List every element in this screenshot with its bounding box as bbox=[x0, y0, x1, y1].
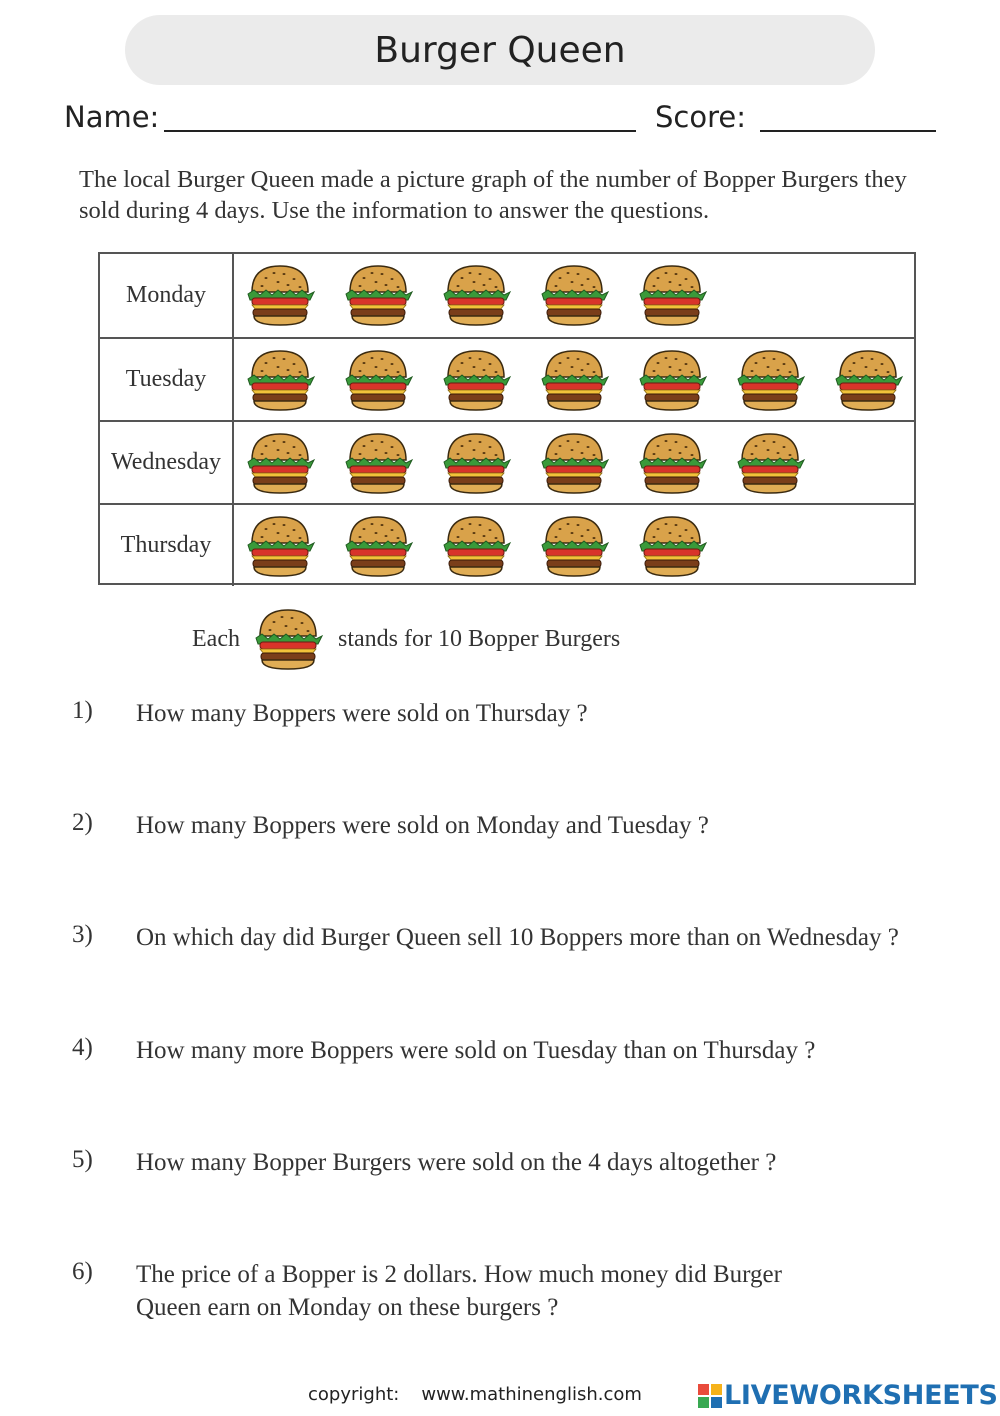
copyright-url[interactable]: www.mathinenglish.com bbox=[421, 1384, 642, 1405]
question-text-multiline bbox=[136, 1258, 782, 1324]
burger-icon bbox=[832, 347, 904, 413]
question-text: On which day did Burger Queen sell 10 Boppers more than on Wednesday ? bbox=[136, 924, 899, 951]
burger-icon bbox=[734, 430, 806, 496]
graph-row-monday bbox=[100, 254, 914, 337]
burger-icon bbox=[342, 430, 414, 496]
burger-icon bbox=[440, 262, 512, 328]
liveworksheets-logo[interactable] bbox=[698, 1380, 998, 1412]
intro-line-2: sold during 4 days. Use the information to answer the questions. bbox=[79, 197, 710, 224]
key-each-label: Each bbox=[192, 626, 240, 652]
score-field[interactable] bbox=[760, 130, 936, 132]
burger-icon bbox=[440, 430, 512, 496]
burger-cell bbox=[234, 422, 914, 503]
copyright-label: copyright: bbox=[308, 1384, 400, 1405]
burger-icon bbox=[440, 513, 512, 579]
name-field[interactable] bbox=[164, 130, 636, 132]
graph-row-wednesday bbox=[100, 420, 914, 503]
footer-copyright bbox=[308, 1384, 642, 1405]
burger-icon bbox=[440, 347, 512, 413]
burger-cell bbox=[234, 505, 914, 586]
graph-row-tuesday bbox=[100, 337, 914, 420]
burger-cell bbox=[234, 339, 914, 420]
logo-blocks-icon bbox=[698, 1384, 722, 1408]
question-number: 4) bbox=[72, 1034, 93, 1061]
burger-cell bbox=[234, 254, 914, 337]
burger-icon bbox=[636, 262, 708, 328]
burger-icon bbox=[636, 513, 708, 579]
intro-line-1: The local Burger Queen made a picture graph of the number of Bopper Burgers they bbox=[79, 166, 907, 193]
burger-icon bbox=[538, 513, 610, 579]
day-label: Monday bbox=[100, 254, 234, 337]
day-label: Tuesday bbox=[100, 339, 234, 420]
logo-wordmark: LIVEWORKSHEETS bbox=[724, 1380, 998, 1411]
intro-text bbox=[79, 164, 979, 226]
title-banner bbox=[125, 15, 875, 85]
day-label: Wednesday bbox=[100, 422, 234, 503]
question-text: How many Boppers were sold on Monday and Tuesday ? bbox=[136, 812, 709, 839]
question-number: 3) bbox=[72, 921, 93, 948]
burger-icon bbox=[244, 430, 316, 496]
question-line-2: Queen earn on Monday on these burgers ? bbox=[136, 1294, 559, 1321]
key-stands-for: stands for 10 Bopper Burgers bbox=[338, 626, 621, 652]
day-label: Thursday bbox=[100, 505, 234, 586]
question-text: How many Boppers were sold on Thursday ? bbox=[136, 700, 588, 727]
burger-icon bbox=[252, 606, 324, 672]
burger-icon bbox=[244, 262, 316, 328]
question-number: 6) bbox=[72, 1258, 93, 1285]
score-label: Score: bbox=[655, 100, 746, 134]
question-text: How many Bopper Burgers were sold on the 4 days altogether ? bbox=[136, 1149, 777, 1176]
burger-icon bbox=[342, 262, 414, 328]
burger-icon bbox=[636, 430, 708, 496]
burger-icon bbox=[342, 513, 414, 579]
burger-icon bbox=[538, 347, 610, 413]
picture-graph bbox=[98, 252, 916, 585]
burger-icon bbox=[734, 347, 806, 413]
question-text: How many more Boppers were sold on Tuesday than on Thursday ? bbox=[136, 1037, 816, 1064]
graph-row-thursday bbox=[100, 503, 914, 586]
question-line-1: The price of a Bopper is 2 dollars. How much money did Burger bbox=[136, 1261, 782, 1288]
burger-icon bbox=[538, 262, 610, 328]
graph-key bbox=[192, 606, 692, 670]
name-label: Name: bbox=[64, 100, 160, 134]
question-number: 5) bbox=[72, 1146, 93, 1173]
burger-icon bbox=[538, 430, 610, 496]
worksheet-title: Burger Queen bbox=[374, 29, 626, 71]
burger-icon bbox=[244, 513, 316, 579]
burger-icon bbox=[636, 347, 708, 413]
question-number: 2) bbox=[72, 809, 93, 836]
burger-icon bbox=[244, 347, 316, 413]
question-number: 1) bbox=[72, 697, 93, 724]
burger-icon bbox=[342, 347, 414, 413]
